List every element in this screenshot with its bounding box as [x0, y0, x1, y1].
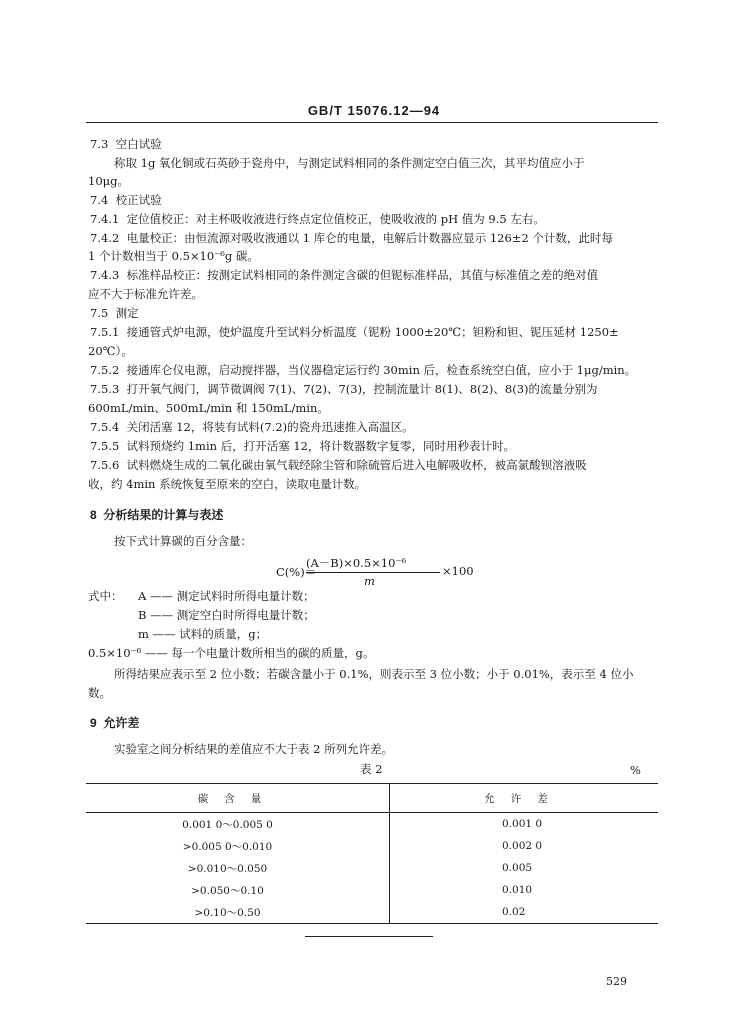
header-tolerance: 允许差 — [390, 784, 659, 813]
section-7-5-5: 7.5.5 试料预烧约 1min 后，打开活塞 12，将计数器数字复零，同时用秒表计时。 — [90, 439, 515, 453]
table-cell: 0.02 — [390, 901, 659, 924]
page-number: 529 — [606, 975, 627, 988]
section-7-4-1: 7.4.1 定位值校正：对主杯吸收液进行终点定位值校正，使吸收液的 pH 值为 9.5 左右。 — [90, 212, 545, 226]
section-7-4-3: 7.4.3 标准样品校正：按测定试料相同的条件测定含碳的但铌标准样品，其值与标准值之差的绝对值 — [90, 268, 599, 282]
section-7-5-2: 7.5.2 接通库仑仪电源，启动搅拌器，当仪器稳定运行约 30min 后，检查系统空白值，应小于 1μg/min。 — [90, 363, 637, 377]
result-rule: 所得结果应表示至 2 位小数；若碳含量小于 0.1%，则表示至 3 位小数；小于 0.01%，表示至 4 位小 — [114, 667, 634, 681]
table-row — [86, 901, 658, 924]
tolerance-table — [86, 783, 658, 924]
section-7-5-3-cont: 600mL/min、500mL/min 和 150mL/min。 — [88, 401, 329, 415]
table-cell: >0.010～0.050 — [86, 857, 390, 879]
table-cell: 0.010 — [502, 884, 533, 896]
table-row — [86, 857, 658, 879]
section-9-heading: 9 允许差 — [90, 716, 140, 730]
section-7-5-6: 7.5.6 试料燃烧生成的二氧化碳由氧气载经除尘管和除硫管后进入电解吸收杯，被高氯酸钡溶液吸 — [90, 458, 587, 472]
definition-A: A —— 测定试料时所得电量计数； — [138, 589, 315, 603]
table-caption: 表 2 — [360, 762, 383, 776]
section-7-3-heading: 7.3 空白试验 — [90, 137, 162, 151]
section-7-3-text: 称取 1g 氧化铜或石英砂于瓷舟中，与测定试料相同的条件测定空白值三次，其平均值应小于 — [114, 156, 585, 170]
where-label: 式中： — [88, 589, 123, 603]
table-unit: % — [630, 763, 641, 777]
table-row — [86, 879, 658, 901]
section-7-5-4: 7.5.4 关闭活塞 12，将装有试料(7.2)的瓷舟迅速推入高温区。 — [90, 420, 414, 434]
definition-m: m —— 试料的质量，g； — [138, 627, 268, 641]
fraction-bar — [306, 572, 440, 573]
table-cell: 0.001 0～0.005 0 — [86, 813, 390, 836]
section-7-5-3: 7.5.3 打开氧气阀门，调节微调阀 7(1)、7(2)、7(3)，控制流量计 8(1)、8(2)、8(3)的流量分别为 — [90, 382, 598, 396]
section-7-3-text-cont: 10μg。 — [88, 174, 129, 188]
table-cell: >0.005 0～0.010 — [86, 835, 390, 857]
result-rule-cont: 数。 — [88, 686, 111, 700]
definition-B: B —— 测定空白时所得电量计数； — [138, 608, 315, 622]
table-cell: 0.005 — [502, 862, 533, 874]
standard-number-header: GB/T 15076.12—94 — [307, 103, 441, 118]
table-row — [86, 835, 658, 857]
formula-lhs: C(%)＝ — [276, 565, 317, 579]
table-cell: 0.002 0 — [502, 840, 543, 852]
table-row — [86, 813, 658, 836]
header-rule — [86, 122, 658, 123]
section-7-4-heading: 7.4 校正试验 — [90, 193, 162, 207]
formula-intro: 按下式计算碳的百分含量： — [114, 534, 252, 548]
section-7-5-1: 7.5.1 接通管式炉电源，使炉温度升至试料分析温度（铌粉 1000±20℃；钽粉和钽、铌压延材 1250± — [90, 325, 619, 339]
section-7-4-2-cont: 1 个计数相当于 0.5×10⁻⁶g 碳。 — [88, 249, 259, 263]
end-rule — [305, 936, 433, 937]
table-header-row — [86, 784, 658, 813]
section-7-5-6-cont: 收，约 4min 系统恢复至原来的空白，读取电量计数。 — [88, 477, 367, 491]
section-7-5-heading: 7.5 测定 — [90, 306, 139, 320]
section-7-4-3-cont: 应不大于标准允许差。 — [88, 287, 203, 301]
tolerance-intro: 实验室之间分析结果的差值应不大于表 2 所列允许差。 — [114, 742, 394, 756]
table-cell: >0.050～0.10 — [86, 879, 390, 901]
section-8-heading: 8 分析结果的计算与表述 — [90, 508, 224, 522]
formula-denominator: m — [364, 574, 375, 588]
formula-rhs: ×100 — [442, 564, 474, 578]
section-7-5-1-cont: 20℃）。 — [88, 344, 133, 358]
formula-numerator: (A－B)×0.5×10⁻⁶ — [306, 556, 407, 570]
definition-constant: 0.5×10⁻⁶ —— 每一个电量计数所相当的碳的质量，g。 — [88, 646, 375, 660]
section-7-4-2: 7.4.2 电量校正：由恒流源对吸收液通以 1 库仑的电量，电解后计数器应显示 126±2 个计数，此时每 — [90, 231, 613, 245]
table-cell: >0.10～0.50 — [86, 901, 390, 924]
header-carbon-content: 碳含量 — [86, 784, 390, 813]
table-cell: 0.001 0 — [502, 818, 543, 830]
